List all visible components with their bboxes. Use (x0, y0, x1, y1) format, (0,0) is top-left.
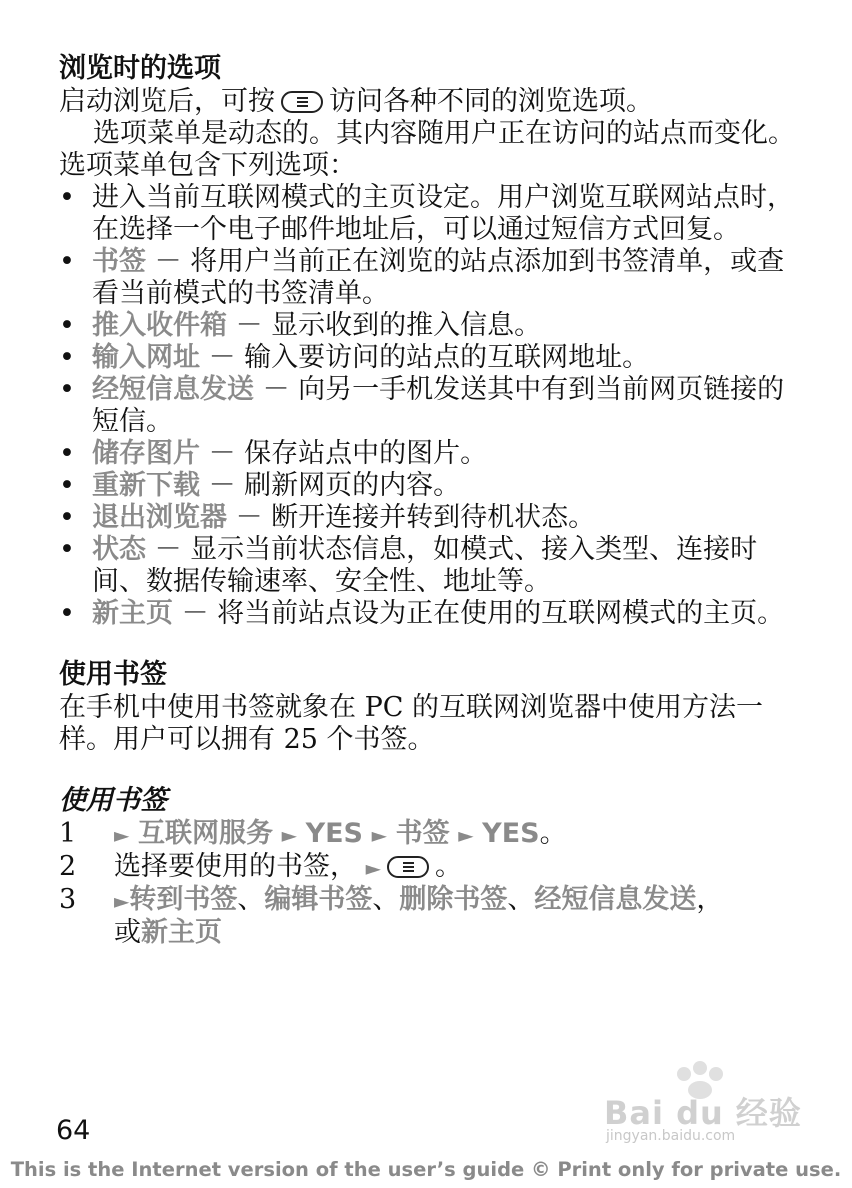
option-separator: － (227, 310, 272, 341)
option-description: 显示收到的推入信息。 (271, 310, 542, 341)
option-separator: － (227, 502, 272, 533)
option-item (59, 374, 799, 438)
footer-notice: This is the Internet version of the user’s guide © Print only for private use. (10, 1158, 842, 1181)
step-number: 1 (59, 818, 77, 849)
option-description: 将用户当前正在浏览的站点添加到书签清单，或查看当前模式的书签清单。 (92, 246, 785, 309)
option-term: 推入收件箱 (92, 310, 227, 341)
arrow-icon: ► (114, 889, 130, 913)
or-word: 或 (114, 917, 141, 948)
option-term: 书签 (92, 246, 146, 277)
option-separator: － (200, 342, 245, 373)
page-content (59, 52, 799, 949)
step-text: 选择要使用的书签， (114, 851, 357, 882)
option-separator: － (200, 438, 245, 469)
page-number: 64 (56, 1115, 91, 1146)
option-item (59, 534, 799, 598)
option-description: 保存站点中的图片。 (244, 438, 488, 469)
option-description: 向另一手机发送其中有到当前网页链接的短信。 (92, 374, 785, 437)
section-title-use-bookmarks: 使用书签 (59, 785, 167, 816)
option-item (59, 470, 799, 502)
bullet-icon: • (59, 502, 75, 533)
arrow-icon: ► (281, 823, 297, 847)
option-term: 储存图片 (92, 438, 200, 469)
option-item (59, 502, 799, 534)
step-term: YES (305, 818, 364, 849)
option-description: 刷新网页的内容。 (244, 470, 461, 501)
step-2 (59, 851, 799, 884)
option-item (59, 598, 799, 630)
joiner: ， (696, 884, 724, 915)
bullet-icon: • (59, 182, 75, 213)
step-term: 经短信息发送 (534, 884, 697, 915)
option-term: 状态 (92, 534, 146, 565)
step-term: 新主页 (141, 917, 222, 948)
list-intro: 选项菜单包含下列选项： (59, 150, 356, 181)
option-term: 经短信息发送 (92, 374, 254, 405)
bullet-icon: • (59, 342, 75, 373)
step-term: 互联网服务 (137, 818, 273, 849)
watermark (600, 1060, 820, 1150)
arrow-icon: ► (365, 856, 381, 880)
option-separator: － (173, 598, 218, 629)
option-term: 退出浏览器 (92, 502, 227, 533)
intro-after: 访问各种不同的浏览选项。 (329, 86, 653, 117)
step-term: 书签 (395, 818, 450, 849)
bookmarks-body: 在手机中使用书签就象在 PC 的互联网浏览器中使用方法一样。用户可以拥有 25 个书签。 (59, 692, 763, 755)
dynamic-note: 选项菜单是动态的。其内容随用户正在访问的站点而变化。 (93, 118, 795, 149)
menu-key-icon (387, 856, 429, 878)
option-description: 输入要访问的站点的互联网地址。 (244, 342, 650, 373)
bullet-icon: • (59, 438, 75, 469)
bullet-icon: • (59, 246, 75, 277)
option-item (59, 342, 799, 374)
step-number: 3 (59, 884, 77, 915)
intro-before: 启动浏览后，可按 (59, 86, 275, 117)
step-term: 转到书签 (129, 884, 238, 915)
option-description: 断开连接并转到待机状态。 (271, 502, 596, 533)
step-term: 删除书签 (399, 884, 508, 915)
arrow-icon: ► (114, 823, 130, 847)
bullet-icon: • (59, 374, 75, 405)
option-term: 输入网址 (92, 342, 200, 373)
step-term: YES (482, 818, 540, 849)
steps-list (59, 818, 799, 949)
section-title-bookmarks: 使用书签 (59, 659, 167, 690)
option-separator: － (146, 246, 191, 277)
watermark-url: jingyan.baidu.com (606, 1128, 736, 1144)
step-1 (59, 818, 799, 851)
bullet-icon: • (59, 534, 75, 565)
option-term: 重新下载 (92, 470, 200, 501)
option-item (59, 310, 799, 342)
joiner: 、 (507, 884, 535, 915)
option-term: 新主页 (92, 598, 173, 629)
step-end: 。 (434, 851, 462, 882)
joiner: 、 (237, 884, 265, 915)
bullet-icon: • (59, 310, 75, 341)
options-list (59, 182, 799, 630)
option-description: 进入当前互联网模式的主页设定。用户浏览互联网站点时，在选择一个电子邮件地址后，可以通过短信方式回复。 (92, 182, 794, 245)
option-item (59, 438, 799, 470)
arrow-icon: ► (458, 823, 474, 847)
option-separator: － (200, 470, 245, 501)
step-number: 2 (59, 851, 77, 882)
option-separator: － (254, 374, 299, 405)
watermark-logo: Bai du 经验 (604, 1094, 802, 1132)
option-item (59, 182, 799, 246)
option-item (59, 246, 799, 310)
menu-key-icon (281, 91, 323, 113)
step-3 (59, 884, 799, 949)
option-description: 将当前站点设为正在使用的互联网模式的主页。 (217, 598, 785, 629)
option-separator: － (146, 534, 191, 565)
joiner: 、 (372, 884, 400, 915)
arrow-icon: ► (371, 823, 387, 847)
section-title-browse-options: 浏览时的选项 (59, 53, 221, 84)
bullet-icon: • (59, 598, 75, 629)
step-term: 编辑书签 (264, 884, 373, 915)
intro-paragraph (59, 86, 799, 118)
bullet-icon: • (59, 470, 75, 501)
option-description: 显示当前状态信息，如模式、接入类型、连接时间、数据传输速率、安全性、地址等。 (92, 534, 758, 597)
step-end: 。 (539, 818, 567, 849)
